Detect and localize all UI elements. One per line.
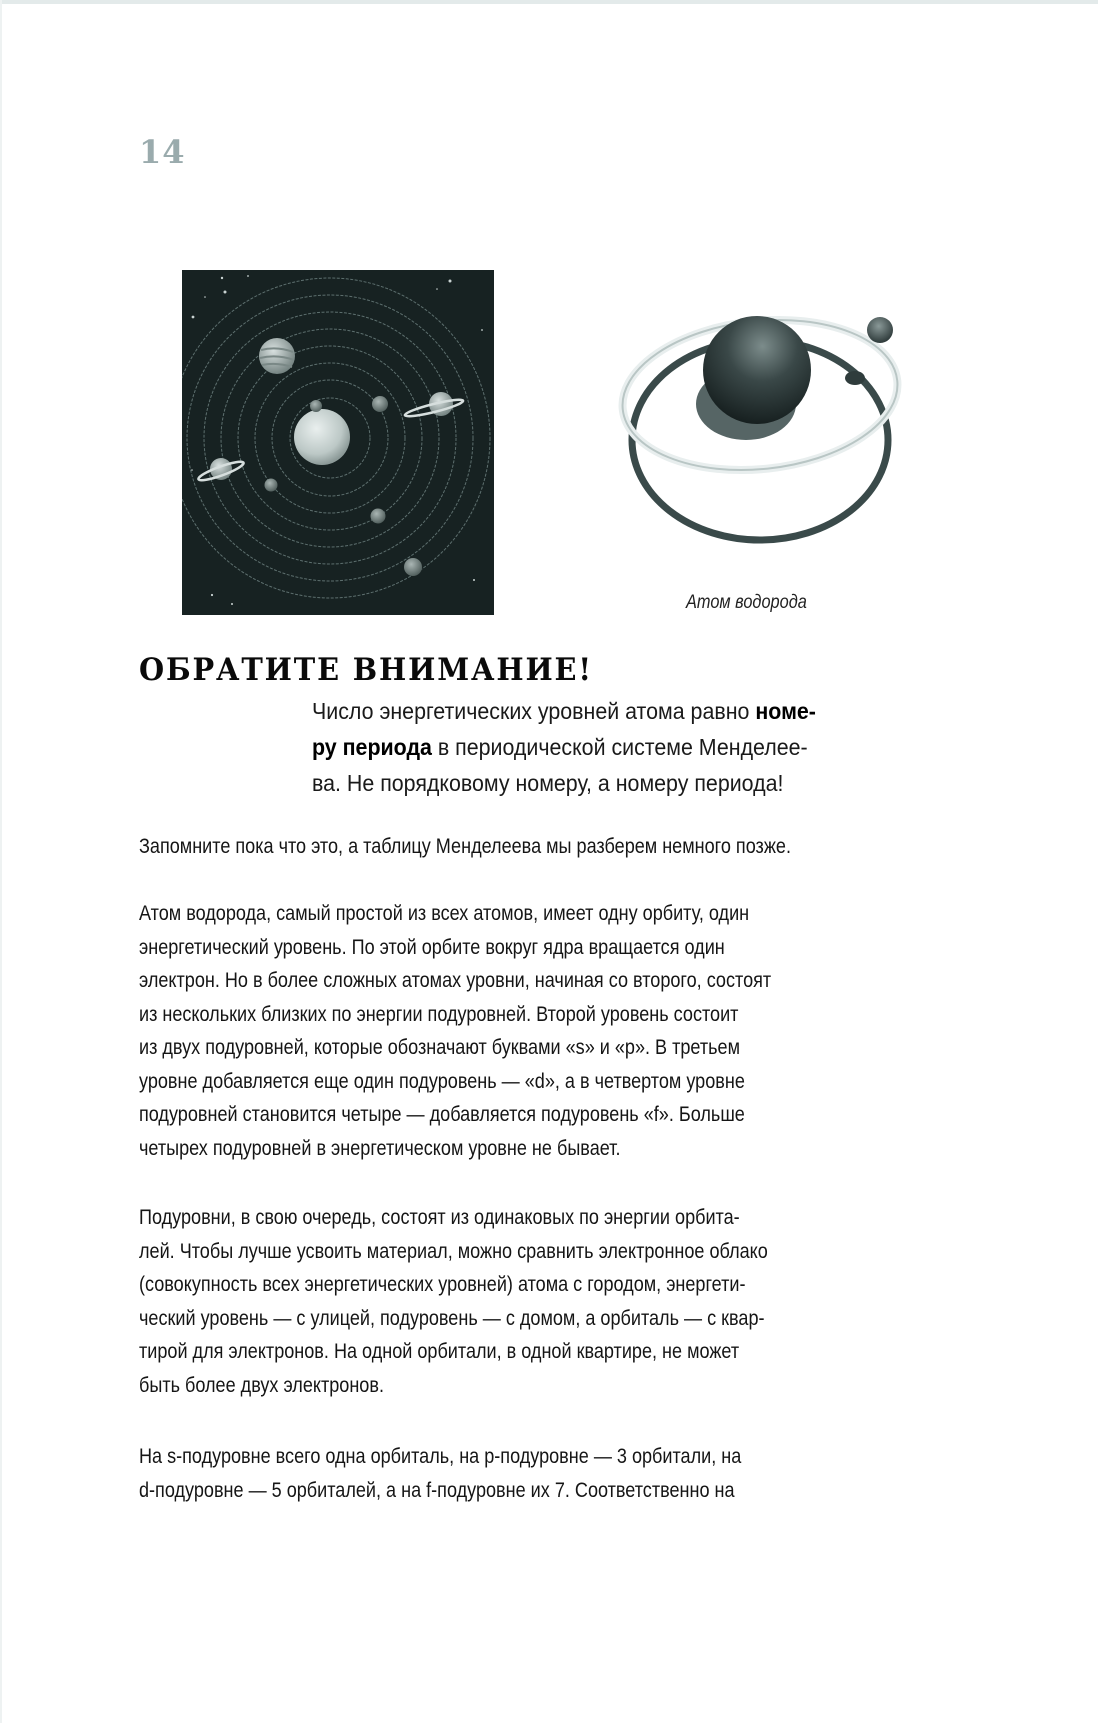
- figure-caption: Атом водорода: [686, 592, 807, 613]
- text-line: электрон. Но в более сложных атомах уровни, начиная со второго, состоят: [139, 968, 772, 992]
- text-line: На s-подуровне всего одна орбиталь, на p-подуровне — 3 орбитали, на: [139, 1444, 742, 1468]
- paragraph: [139, 1201, 895, 1402]
- notice-line: [312, 729, 926, 765]
- hydrogen-atom-icon: [610, 300, 920, 570]
- notice-text: Число энергетических уровней атома равно: [312, 698, 756, 724]
- notice-line: ва. Не порядковому номеру, а номеру периода!: [312, 770, 784, 796]
- page-left-edge: [0, 0, 2, 1723]
- notice-heading: ОБРАТИТЕ ВНИМАНИЕ!: [139, 652, 593, 688]
- notice-body: [312, 693, 926, 801]
- text-line: Подуровни, в свою очередь, состоят из одинаковых по энергии орбита-: [139, 1205, 740, 1229]
- solar-system-icon: [182, 270, 494, 615]
- hydrogen-atom-figure: [610, 300, 920, 570]
- text-line: энергетический уровень. По этой орбите вокруг ядра вращается один: [139, 934, 725, 959]
- paragraph: [139, 897, 895, 1165]
- text-line: быть более двух электронов.: [139, 1372, 384, 1397]
- text-line: подуровней становится четыре — добавляется подуровень «f». Больше: [139, 1102, 745, 1126]
- text-line: d-подуровне — 5 орбиталей, а на f-подуровне их 7. Соответственно на: [139, 1477, 735, 1502]
- paragraph: [139, 1440, 895, 1507]
- text-line: (совокупность всех энергетических уровней) атома с городом, энергети-: [139, 1272, 746, 1296]
- notice-emphasis: ру периода: [312, 734, 432, 760]
- text-line: из нескольких близких по энергии подуровней. Второй уровень состоит: [139, 1001, 739, 1026]
- text-line: из двух подуровней, которые обозначают буквами «s» и «p». В третьем: [139, 1035, 741, 1059]
- notice-emphasis: номе-: [755, 698, 816, 724]
- paragraph: [139, 830, 895, 864]
- text-line: уровне добавляется еще один подуровень — «d», а в четвертом уровне: [139, 1068, 745, 1093]
- solar-system-figure: [182, 270, 494, 615]
- text-line: тирой для электронов. На одной орбитали, в одной квартире, не может: [139, 1339, 740, 1363]
- notice-text: в периодической системе Менделее-: [431, 734, 808, 760]
- text-line: четырех подуровней в энергетическом уровне не бывает.: [139, 1135, 621, 1160]
- text-line: ческий уровень — с улицей, подуровень — с домом, а орбиталь — с квар-: [139, 1305, 765, 1330]
- text-line: лей. Чтобы лучше усвоить материал, можно сравнить электронное облако: [139, 1238, 768, 1263]
- text-line: Запомните пока что это, а таблицу Менделеева мы разберем немного позже.: [139, 834, 791, 858]
- page-top-edge: [0, 0, 1098, 4]
- notice-line: [312, 693, 926, 729]
- page-number: 14: [139, 133, 186, 171]
- text-line: Атом водорода, самый простой из всех атомов, имеет одну орбиту, один: [139, 901, 750, 925]
